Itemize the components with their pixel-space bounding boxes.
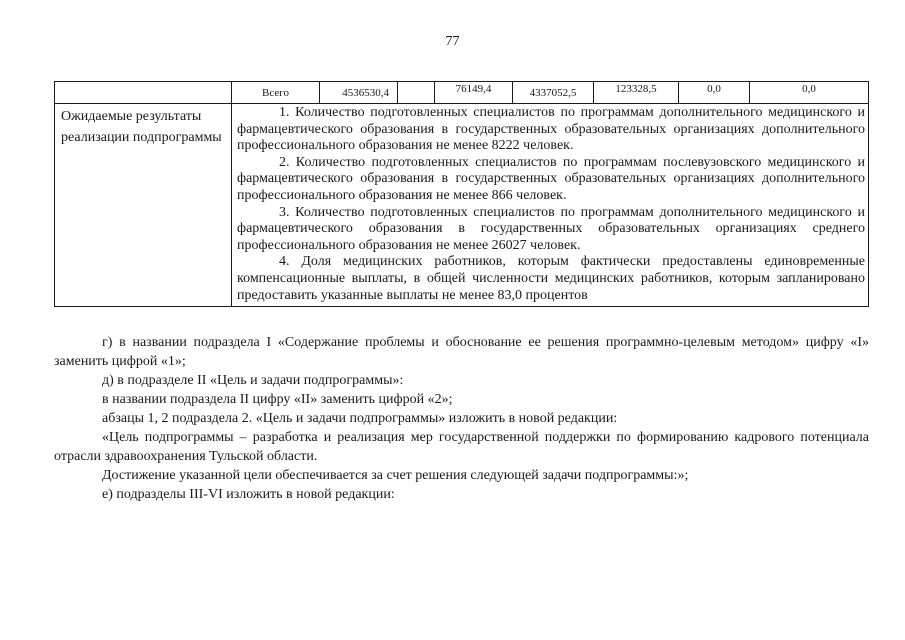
total-value-cell: 0,0 (679, 82, 750, 104)
paragraph: «Цель подпрограммы – разработка и реализация мер государственной поддержки по формированию кадрового потенциала отрасли здравоохранения Тульской области. (54, 430, 869, 464)
paragraph: г) в названии подраздела I «Содержание проблемы и обоснование ее решения программно-целевым методом» цифру «I» заменить цифрой «1»; (54, 335, 869, 369)
results-label: Ожидаемые результаты реализации подпрограммы (55, 104, 232, 307)
paragraph: е) подразделы III-VI изложить в новой редакции: (102, 487, 395, 502)
page-number: 77 (445, 34, 460, 49)
paragraph: в названии подраздела II цифру «II» заменить цифрой «2»; (102, 392, 453, 407)
total-value-cell: 0,0 (750, 82, 869, 104)
total-label: Всего (232, 82, 320, 104)
paragraph: абзацы 1, 2 подраздела 2. «Цель и задачи подпрограммы» изложить в новой редакции: (102, 411, 618, 426)
amendment-text (54, 333, 869, 504)
total-value-cell: 76149,4 (435, 82, 513, 104)
results-row (55, 104, 869, 307)
total-row (55, 82, 869, 104)
paragraph: Достижение указанной цели обеспечивается за счет решения следующей задачи подпрограммы:»; (102, 468, 689, 483)
total-value-cell (398, 82, 435, 104)
result-item: 2. Количество подготовленных специалистов по программам послевузовского медицинского и фармацевтического образования в государственных образовательных организациях дополнительного профессионального образования не менее 866 человек. (237, 154, 865, 203)
result-item: 3. Количество подготовленных специалистов по программам дополнительного медицинского и фармацевтического образования в государственных образовательных организациях среднего профессионального образования не менее 26027 человек. (237, 204, 865, 253)
program-table (54, 81, 869, 307)
results-list (232, 104, 869, 307)
total-value-cell: 4337052,5 (513, 82, 594, 104)
total-value-cell: 4536530,4 (320, 82, 398, 104)
total-value-cell: 123328,5 (594, 82, 679, 104)
result-item: 4. Доля медицинских работников, которым фактически предоставлены единовременные компенсационные выплаты, в общей численности медицинских работников, которым запланировано предоставить указанные выплаты не менее 83,0 процентов (237, 254, 865, 303)
empty-cell (55, 82, 232, 104)
paragraph: д) в подразделе II «Цель и задачи подпрограммы»: (102, 373, 404, 388)
result-item: 1. Количество подготовленных специалистов по программам дополнительного медицинского и фармацевтического образования в государственных образовательных организациях дополнительного профессионального образования не менее 8222 человек. (237, 105, 865, 154)
